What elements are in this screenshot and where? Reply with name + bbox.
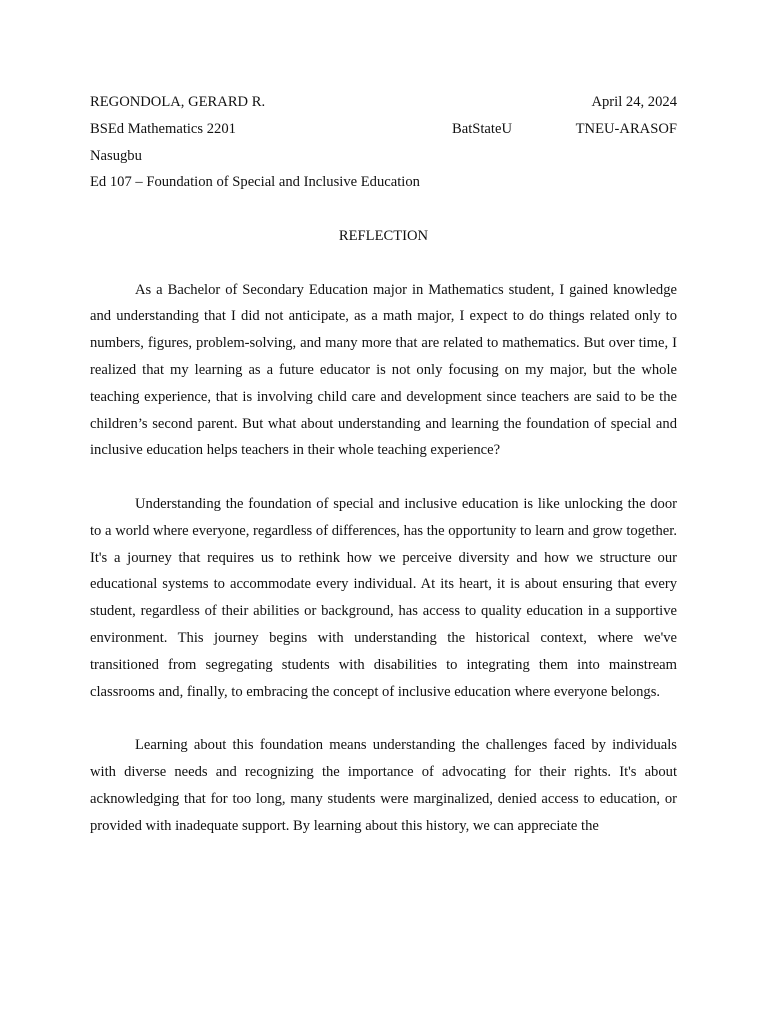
school-name: BatStateU (452, 120, 512, 137)
document-date: April 24, 2024 (591, 94, 677, 110)
student-program: BSEd Mathematics 2201 (90, 120, 236, 137)
document-page (90, 89, 677, 866)
campus-location: Nasugbu (90, 147, 142, 164)
course-title: Ed 107 – Foundation of Special and Inclusive Education (90, 174, 420, 191)
document-title: REFLECTION (338, 227, 429, 244)
paragraph: Understanding the foundation of special and inclusive education is like unlocking the door to a world where everyone, regardless of differences, has the opportunity to learn and grow together. It's a journey that requires us to rethink how we perceive diversity and how we structure our educational systems to accommodate every individual. At its heart, it is about ensuring that every student, regardless of their abilities or background, has access to quality education in a supportive environment. This journey begins with understanding the historical context, where we've transitioned from segregating students with disabilities to integrating them into mainstream classrooms and, finally, to embracing the concept of inclusive education where everyone belongs. (90, 495, 677, 700)
header-row-2 (90, 116, 677, 143)
paragraph: Learning about this foundation means understanding the challenges faced by individuals with diverse needs and recognizing the importance of advocating for their rights. It's about acknowledging that for too long, many students were marginalized, denied access to education, or provided with inadequate support. By learning about this history, we can appreciate the (90, 737, 677, 834)
student-name: REGONDOLA, GERARD R. (90, 94, 266, 110)
header-row-4 (90, 169, 677, 196)
header-row-3 (90, 143, 677, 170)
paragraph: As a Bachelor of Secondary Education major in Mathematics student, I gained knowledge and understanding that I did not anticipate, as a math major, I expect to do things related only to numbers, figures, problem-solving, and many more that are related to mathematics. But over time, I realized that my learning as a future educator is not only focusing on my major, but the whole teaching experience, that is involving child care and development since teachers are said to be the children’s second parent. But what about understanding and learning the foundation of special and inclusive education helps teachers in their whole teaching experience? (90, 281, 677, 459)
campus-code: TNEU-ARASOF (575, 120, 677, 137)
header-row-1 (90, 89, 677, 116)
